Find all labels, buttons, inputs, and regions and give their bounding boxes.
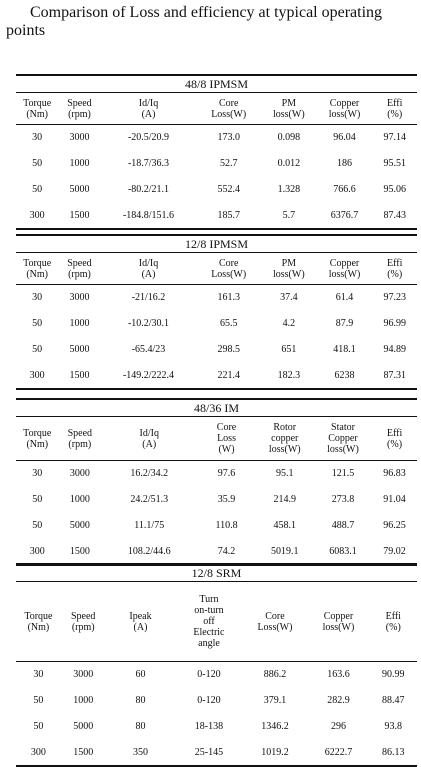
table-cell: 1000 — [73, 695, 94, 706]
table-cell: 6376.7 — [317, 203, 373, 229]
table-cell: 1000 — [69, 158, 90, 169]
table-cell: 94.89 — [383, 344, 406, 355]
column-header — [58, 93, 100, 125]
table-cell: -65.4/23 — [131, 344, 166, 355]
column-header-line: (rpm) — [71, 621, 95, 633]
table-cell: 0.098 — [277, 132, 301, 144]
table-cell: 1500 — [58, 203, 100, 229]
table-cell: 1.328 — [277, 184, 301, 195]
table-cell: 1000 — [69, 494, 90, 505]
table-cell: 5000 — [73, 721, 94, 732]
table-cell: 52.7 — [219, 158, 238, 169]
column-header-line: loss(W) — [328, 268, 361, 280]
column-header-line: angle — [198, 638, 220, 649]
table-cell: 1346.2 — [261, 721, 289, 732]
table-cell: 0-120 — [197, 695, 221, 706]
table-cell: 65.5 — [219, 318, 238, 329]
column-header — [16, 93, 58, 125]
table-cell: 0.012 — [277, 158, 301, 169]
column-header-line: Loss(W) — [211, 108, 247, 120]
table-cell: 79.02 — [372, 539, 417, 565]
column-header-line: Id/Iq — [138, 257, 159, 269]
column-header — [307, 582, 369, 662]
column-header-line: PM — [281, 97, 297, 109]
table-cell: 87.31 — [372, 363, 417, 389]
table-cell: 90.99 — [382, 669, 405, 681]
table-block — [16, 563, 417, 767]
table-cell: 96.83 — [383, 468, 406, 480]
data-table — [16, 563, 417, 767]
column-header-line: Speed — [67, 427, 93, 439]
column-header-line: loss(W) — [273, 108, 305, 120]
column-header — [261, 253, 317, 285]
column-header-line: copper — [271, 433, 299, 444]
table-row — [16, 539, 417, 565]
column-header-line: Loss(W) — [211, 268, 247, 280]
table-cell: 886.2 — [263, 669, 287, 681]
table-cell: 6222.7 — [307, 740, 369, 766]
table-cell: 61.4 — [335, 292, 354, 304]
table-cell: 163.6 — [327, 669, 350, 681]
column-header — [101, 417, 197, 461]
column-header-line: loss(W) — [327, 444, 359, 455]
table-cell: 379.1 — [263, 695, 287, 706]
column-header-line: (A) — [141, 268, 156, 280]
table-cell: 25-145 — [175, 740, 242, 766]
table-block — [16, 74, 417, 230]
table-cell: 96.25 — [383, 520, 406, 531]
table-block — [16, 398, 417, 566]
column-header-line: Electric — [193, 627, 225, 638]
column-header-line: Speed — [70, 610, 96, 622]
column-header-line: (A) — [141, 108, 156, 120]
table-cell: 173.0 — [217, 132, 240, 144]
table-cell: 91.04 — [383, 494, 406, 505]
table-cell: 3000 — [69, 132, 90, 144]
table-cell: 121.5 — [331, 468, 355, 480]
table-cell: 87.9 — [335, 318, 354, 329]
table-cell: 80 — [135, 695, 146, 706]
table-row — [16, 487, 417, 513]
table-cell: 95.1 — [276, 468, 294, 480]
table-cell: 50 — [33, 695, 44, 706]
table-row — [16, 285, 417, 311]
column-header-line: Core — [216, 422, 237, 433]
table-cell: 74.2 — [197, 539, 255, 565]
column-header-line: Id/Iq — [138, 97, 159, 109]
table-cell: -10.2/30.1 — [127, 318, 170, 329]
column-header-line: (A) — [133, 621, 148, 633]
table-cell: 300 — [16, 539, 59, 565]
table-cell: -149.2/222.4 — [101, 363, 197, 389]
table-cell: 0-120 — [197, 669, 221, 681]
page-title: Comparison of Loss and efficiency at typical operating points — [6, 4, 383, 39]
column-header-line: Copper — [329, 97, 360, 109]
table-cell: 458.1 — [273, 520, 296, 531]
table-cell: 1500 — [61, 740, 106, 766]
table-caption: 48/8 IPMSM — [16, 75, 417, 93]
column-header-line: loss(W) — [328, 108, 361, 120]
column-header-line: Effi — [386, 427, 403, 439]
column-header-line: (Nm) — [26, 438, 49, 450]
table-cell: 5000 — [69, 344, 90, 355]
table-cell: 97.6 — [217, 468, 236, 480]
column-header-line: PM — [281, 257, 297, 269]
table-row — [16, 662, 417, 688]
column-header-line: Speed — [67, 97, 92, 109]
column-header-line: loss(W) — [322, 621, 355, 633]
table-row — [16, 363, 417, 389]
table-cell: 298.5 — [217, 344, 240, 355]
table-row — [16, 513, 417, 539]
column-header-line: Stator — [331, 422, 355, 433]
table-cell: 296 — [330, 721, 346, 732]
column-header — [196, 253, 261, 285]
column-header-line: (rpm) — [68, 108, 91, 120]
table-cell: 35.9 — [217, 494, 236, 505]
table-cell: -184.8/151.6 — [101, 203, 197, 229]
column-header — [16, 253, 58, 285]
table-cell: 300 — [16, 363, 58, 389]
table-cell: 282.9 — [327, 695, 350, 706]
table-cell: 18-138 — [194, 721, 224, 732]
column-header-line: loss(W) — [268, 444, 301, 455]
column-header — [16, 582, 61, 662]
table-cell: 5000 — [69, 184, 90, 195]
column-header-line: Torque — [24, 610, 53, 622]
table-cell: 350 — [106, 740, 176, 766]
column-header-line: Copper — [328, 433, 358, 444]
table-cell: 97.23 — [383, 292, 406, 304]
table-cell: 97.14 — [383, 132, 406, 144]
table-cell: 3000 — [69, 468, 90, 480]
table-cell: 300 — [16, 740, 61, 766]
table-cell: 552.4 — [217, 184, 240, 195]
column-header-line: Effi — [387, 97, 403, 109]
column-header — [317, 253, 373, 285]
table-cell: 6083.1 — [314, 539, 372, 565]
table-row — [16, 311, 417, 337]
table-cell: 6238 — [317, 363, 373, 389]
column-header — [59, 417, 102, 461]
table-cell: -21/16.2 — [131, 292, 166, 304]
column-header-line: Copper — [323, 610, 354, 622]
table-cell: 3000 — [73, 669, 94, 681]
column-header-line: (Nm) — [26, 268, 48, 280]
table-cell: 50 — [32, 318, 43, 329]
table-cell: 30 — [32, 468, 43, 480]
table-cell: 50 — [32, 494, 43, 505]
table-cell: 60 — [135, 669, 146, 681]
column-header — [314, 417, 372, 461]
column-header — [101, 253, 197, 285]
table-cell: 1019.2 — [243, 740, 308, 766]
column-header — [196, 93, 261, 125]
column-header-line: Rotor — [273, 422, 297, 433]
table-cell: 418.1 — [333, 344, 356, 355]
table-block — [16, 234, 417, 390]
column-header — [175, 582, 242, 662]
column-header — [372, 253, 417, 285]
table-cell: 185.7 — [196, 203, 261, 229]
data-table — [16, 74, 417, 230]
table-cell: 50 — [32, 520, 43, 531]
table-cell: 766.6 — [333, 184, 356, 195]
table-cell: 110.8 — [215, 520, 238, 531]
column-header-line: (%) — [387, 438, 403, 450]
column-header — [256, 417, 314, 461]
column-header-line: Ipeak — [129, 610, 152, 622]
column-header — [61, 582, 106, 662]
table-cell: 186 — [337, 158, 353, 169]
column-header-line: Loss(W) — [257, 621, 293, 633]
column-header-line: (%) — [385, 621, 401, 633]
column-header-line: (Nm) — [27, 621, 50, 633]
table-cell: 214.9 — [273, 494, 296, 505]
table-cell: 182.3 — [261, 363, 317, 389]
table-cell: 50 — [32, 344, 43, 355]
column-header — [106, 582, 176, 662]
column-header-line: Id/Iq — [139, 427, 159, 439]
column-header-line: Loss — [217, 433, 236, 444]
column-header-line: Speed — [67, 257, 92, 269]
table-cell: 80 — [135, 721, 146, 732]
column-header-line: on-turn — [194, 605, 224, 616]
table-cell: 16.2/34.2 — [130, 468, 169, 480]
column-header — [372, 93, 417, 125]
table-cell: 37.4 — [280, 292, 298, 304]
table-cell: 87.43 — [372, 203, 417, 229]
column-header-line: Torque — [23, 97, 52, 109]
column-header — [101, 93, 197, 125]
table-cell: 3000 — [69, 292, 90, 304]
table-cell: 30 — [32, 132, 43, 144]
column-header-line: (%) — [387, 268, 403, 280]
table-row — [16, 203, 417, 229]
column-header-line: Turn — [199, 594, 219, 605]
table-row — [16, 125, 417, 151]
table-cell: 96.04 — [333, 132, 356, 144]
table-cell: 5000 — [69, 520, 90, 531]
column-header-line: (A) — [142, 438, 157, 450]
table-cell: 273.8 — [331, 494, 355, 505]
table-cell: 5.7 — [261, 203, 317, 229]
table-row — [16, 688, 417, 714]
column-header — [370, 582, 417, 662]
column-header-line: off — [203, 616, 215, 627]
column-header-line: Core — [218, 97, 239, 109]
column-header-line: Core — [218, 257, 239, 269]
table-row — [16, 740, 417, 766]
column-header-line: (W) — [218, 444, 235, 455]
table-cell: 1000 — [69, 318, 90, 329]
table-cell: 96.99 — [383, 318, 406, 329]
table-cell: 300 — [16, 203, 58, 229]
table-cell: 50 — [32, 184, 43, 195]
table-cell: 4.2 — [282, 318, 296, 329]
data-table — [16, 398, 417, 566]
table-cell: 93.8 — [384, 721, 403, 732]
table-row — [16, 177, 417, 203]
table-cell: 651 — [281, 344, 297, 355]
data-table — [16, 234, 417, 390]
column-header-line: Torque — [23, 427, 52, 439]
table-cell: 1500 — [59, 539, 102, 565]
table-cell: 95.06 — [383, 184, 406, 195]
table-cell: 1500 — [58, 363, 100, 389]
column-header — [372, 417, 417, 461]
table-cell: 30 — [32, 292, 43, 304]
column-header-line: Copper — [329, 257, 360, 269]
table-cell: 30 — [33, 669, 44, 681]
table-cell: 108.2/44.6 — [101, 539, 197, 565]
table-row — [16, 461, 417, 487]
table-cell: 88.47 — [382, 695, 405, 706]
column-header-line: (rpm) — [68, 438, 92, 450]
table-cell: -20.5/20.9 — [127, 132, 170, 144]
table-cell: 488.7 — [331, 520, 355, 531]
column-header-line: (Nm) — [26, 108, 48, 120]
column-header — [197, 417, 255, 461]
table-caption: 48/36 IM — [16, 399, 417, 417]
column-header-line: Torque — [23, 257, 52, 269]
table-cell: 95.51 — [383, 158, 406, 169]
column-header-line: loss(W) — [273, 268, 305, 280]
table-cell: 24.2/51.3 — [130, 494, 169, 505]
table-cell: 221.4 — [196, 363, 261, 389]
table-row — [16, 714, 417, 740]
column-header — [16, 417, 59, 461]
table-cell: -18.7/36.3 — [127, 158, 170, 169]
table-cell: 11.1/75 — [134, 520, 165, 531]
column-header — [58, 253, 100, 285]
table-cell: -80.2/21.1 — [127, 184, 170, 195]
table-caption: 12/8 IPMSM — [16, 235, 417, 253]
column-header — [317, 93, 373, 125]
column-header-line: (rpm) — [68, 268, 91, 280]
table-cell: 50 — [32, 158, 43, 169]
column-header — [243, 582, 308, 662]
column-header-line: Effi — [385, 610, 401, 622]
column-header — [261, 93, 317, 125]
table-row — [16, 151, 417, 177]
column-header-line: Core — [265, 610, 285, 622]
table-cell: 161.3 — [217, 292, 240, 304]
table-caption: 12/8 SRM — [16, 564, 417, 582]
column-header-line: (%) — [387, 108, 403, 120]
table-cell: 5019.1 — [256, 539, 314, 565]
table-cell: 86.13 — [370, 740, 417, 766]
table-cell: 50 — [33, 721, 44, 732]
column-header-line: Effi — [387, 257, 403, 269]
table-row — [16, 337, 417, 363]
